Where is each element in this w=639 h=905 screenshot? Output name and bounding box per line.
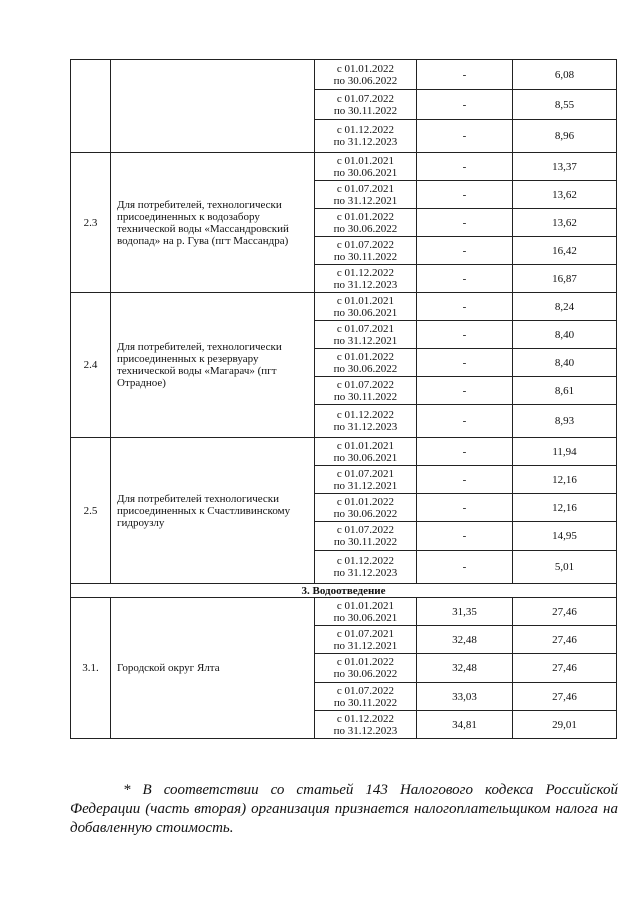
tariff-value-2: 11,94 (513, 438, 617, 466)
tariff-value-1: 32,48 (417, 626, 513, 654)
period-start: с 01.07.2021 (336, 322, 395, 335)
period-cell (315, 551, 417, 584)
period-end: по 30.06.2021 (333, 611, 398, 624)
tariff-value-2: 13,37 (513, 153, 617, 181)
item-description: Для потребителей технологически присоединенных к Счастливинскому гидроузлу (111, 438, 315, 584)
tariff-value-1: - (417, 405, 513, 438)
tariff-value-1: - (417, 120, 513, 153)
period-start: с 01.07.2021 (336, 627, 395, 640)
item-description: Городской округ Ялта (111, 598, 315, 739)
period-cell (315, 349, 417, 377)
tariff-value-2: 8,93 (513, 405, 617, 438)
period-start: с 01.12.2022 (336, 266, 395, 279)
period-cell (315, 683, 417, 711)
period-end: по 30.06.2022 (333, 222, 398, 235)
tariff-value-2: 5,01 (513, 551, 617, 584)
period-start: с 01.01.2021 (336, 439, 395, 452)
section-row (71, 584, 617, 598)
period-start: с 01.12.2022 (336, 124, 395, 136)
period-cell (315, 265, 417, 293)
table-row (71, 60, 617, 90)
table-row (71, 153, 617, 181)
period-start: с 01.07.2022 (336, 524, 395, 536)
tariff-value-1: - (417, 90, 513, 120)
period-end: по 31.12.2023 (333, 278, 398, 291)
tariff-value-1: 32,48 (417, 654, 513, 683)
period-end: по 30.06.2022 (333, 668, 398, 680)
footnote-vat: * В соответствии со статьей 143 Налогового кодекса Российской Федерации (часть вторая) организация признается налогоплательщиком налога на добавленную стоимость. (70, 782, 618, 836)
period-cell (315, 438, 417, 466)
tariff-value-2: 13,62 (513, 209, 617, 237)
tariff-value-2: 27,46 (513, 654, 617, 683)
tariff-value-2: 8,55 (513, 90, 617, 120)
period-start: с 01.12.2022 (336, 409, 395, 421)
tariff-value-2: 8,61 (513, 377, 617, 405)
tariff-value-2: 14,95 (513, 522, 617, 551)
tariff-value-2: 13,62 (513, 181, 617, 209)
tariff-value-1: - (417, 265, 513, 293)
tariff-value-2: 27,46 (513, 598, 617, 626)
period-end: по 31.12.2023 (333, 421, 398, 433)
tariff-value-2: 16,87 (513, 265, 617, 293)
period-end: по 30.06.2022 (333, 74, 398, 87)
period-cell (315, 153, 417, 181)
tariff-value-2: 16,42 (513, 237, 617, 265)
tariff-value-1: - (417, 60, 513, 90)
item-number: 2.3 (71, 153, 111, 293)
tariff-value-1: - (417, 494, 513, 522)
tariff-value-1: - (417, 321, 513, 349)
table-row (71, 598, 617, 626)
item-description: Для потребителей, технологически присоединенных к водозабору технической воды «Массандровский водопад» на р. Гува (пгт Массандра) (111, 153, 315, 293)
period-cell (315, 522, 417, 551)
period-cell (315, 90, 417, 120)
period-cell (315, 237, 417, 265)
item-description: Для потребителей, технологически присоединенных к резервуару технической воды «Магарач» (пгт Отрадное) (111, 293, 315, 438)
section-heading: 3. Водоотведение (71, 584, 617, 598)
period-end: по 30.11.2022 (333, 104, 398, 117)
tariff-value-2: 6,08 (513, 60, 617, 90)
period-start: с 01.12.2022 (336, 555, 395, 567)
period-start: с 01.12.2022 (336, 712, 395, 725)
period-cell (315, 209, 417, 237)
item-number: 3.1. (71, 598, 111, 739)
tariff-value-1: - (417, 551, 513, 584)
period-end: по 31.12.2021 (333, 639, 398, 652)
period-end: по 31.12.2021 (333, 194, 398, 207)
period-start: с 01.01.2021 (336, 599, 395, 612)
period-cell (315, 405, 417, 438)
period-start: с 01.07.2021 (336, 182, 395, 195)
period-cell (315, 494, 417, 522)
tariff-value-1: - (417, 438, 513, 466)
period-start: с 01.01.2022 (336, 656, 395, 668)
period-cell (315, 654, 417, 683)
period-cell (315, 181, 417, 209)
tariff-value-2: 12,16 (513, 494, 617, 522)
tariff-table (70, 59, 617, 739)
table-row (71, 438, 617, 466)
period-cell (315, 711, 417, 739)
period-start: с 01.01.2022 (336, 495, 395, 508)
item-number: 2.5 (71, 438, 111, 584)
period-cell (315, 466, 417, 494)
tariff-value-2: 8,40 (513, 349, 617, 377)
period-cell (315, 293, 417, 321)
period-start: с 01.01.2022 (336, 210, 395, 223)
tariff-value-2: 8,40 (513, 321, 617, 349)
period-end: по 31.12.2021 (333, 479, 398, 492)
tariff-value-1: 33,03 (417, 683, 513, 711)
period-cell (315, 321, 417, 349)
tariff-value-2: 29,01 (513, 711, 617, 739)
period-start: с 01.07.2022 (336, 378, 395, 391)
period-end: по 30.06.2022 (333, 507, 398, 520)
tariff-value-2: 12,16 (513, 466, 617, 494)
tariff-value-1: - (417, 349, 513, 377)
tariff-value-2: 8,96 (513, 120, 617, 153)
tariff-value-1: - (417, 522, 513, 551)
period-cell (315, 60, 417, 90)
period-start: с 01.07.2022 (336, 238, 395, 251)
period-start: с 01.07.2021 (336, 467, 395, 480)
tariff-value-1: - (417, 377, 513, 405)
period-end: по 30.11.2022 (333, 250, 398, 263)
item-number (71, 60, 111, 153)
period-end: по 30.06.2021 (333, 166, 398, 179)
tariff-value-1: - (417, 181, 513, 209)
tariff-value-2: 27,46 (513, 626, 617, 654)
tariff-value-2: 8,24 (513, 293, 617, 321)
table-row (71, 293, 617, 321)
period-end: по 31.12.2023 (333, 136, 398, 148)
tariff-value-2: 27,46 (513, 683, 617, 711)
tariff-value-1: 34,81 (417, 711, 513, 739)
period-end: по 30.06.2021 (333, 306, 398, 319)
period-start: с 01.07.2022 (336, 684, 395, 697)
item-description (111, 60, 315, 153)
tariff-value-1: 31,35 (417, 598, 513, 626)
period-start: с 01.01.2021 (336, 294, 395, 307)
tariff-value-1: - (417, 466, 513, 494)
period-cell (315, 626, 417, 654)
tariff-value-1: - (417, 237, 513, 265)
item-number: 2.4 (71, 293, 111, 438)
period-end: по 30.11.2022 (333, 536, 398, 548)
period-start: с 01.07.2022 (336, 92, 395, 105)
period-start: с 01.01.2021 (336, 154, 395, 167)
period-cell (315, 120, 417, 153)
period-start: с 01.01.2022 (336, 62, 395, 75)
tariff-value-1: - (417, 209, 513, 237)
period-start: с 01.01.2022 (336, 350, 395, 363)
period-end: по 31.12.2021 (333, 334, 398, 347)
period-end: по 31.12.2023 (333, 567, 398, 579)
period-cell (315, 377, 417, 405)
period-end: по 30.11.2022 (333, 696, 398, 709)
period-end: по 30.06.2022 (333, 362, 398, 375)
period-end: по 31.12.2023 (333, 724, 398, 737)
tariff-value-1: - (417, 293, 513, 321)
period-end: по 30.06.2021 (333, 451, 398, 464)
tariff-value-1: - (417, 153, 513, 181)
period-cell (315, 598, 417, 626)
period-end: по 30.11.2022 (333, 390, 398, 403)
